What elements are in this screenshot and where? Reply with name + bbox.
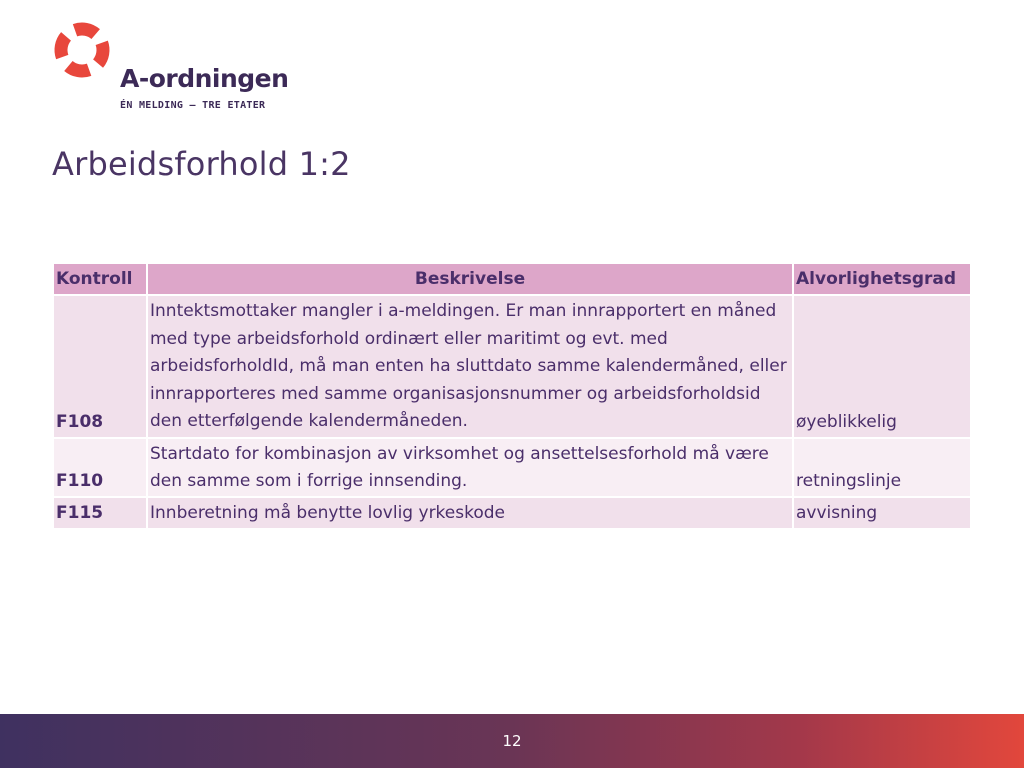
control-description: Startdato for kombinasjon av virksomhet og ansettelsesforhold må være den samme som i forrige innsending.	[147, 438, 793, 497]
control-severity: avvisning	[793, 497, 971, 529]
control-severity: retningslinje	[793, 438, 971, 497]
header-alvorlighetsgrad: Alvorlighetsgrad	[793, 263, 971, 295]
header-kontroll: Kontroll	[53, 263, 147, 295]
page-number: 12	[502, 732, 522, 750]
footer-bar	[0, 714, 1024, 768]
control-description: Inntektsmottaker mangler i a-meldingen. Er man innrapportert en måned med type arbeidsforhold ordinært eller maritimt og evt. med arbeidsforholdId, må man enten ha sluttdato samme kalendermåned, eller innrapporteres med samme organisasjonsnummer og arbeidsforholdsid den etterfølgende kalendermåneden.	[147, 295, 793, 438]
header-beskrivelse: Beskrivelse	[147, 263, 793, 295]
a-ordningen-logo-icon	[50, 18, 114, 82]
table-row	[53, 438, 971, 497]
control-code: F108	[53, 295, 147, 438]
control-description: Innberetning må benytte lovlig yrkeskode	[147, 497, 793, 529]
table-row	[53, 497, 971, 529]
table-header-row	[53, 263, 971, 295]
a-ordningen-logo	[50, 18, 290, 111]
page-title: Arbeidsforhold 1:2	[52, 145, 351, 183]
control-code: F110	[53, 438, 147, 497]
controls-table	[52, 262, 972, 530]
brand-name: A-ordningen	[120, 64, 289, 93]
control-code: F115	[53, 497, 147, 529]
brand-tagline: ÉN MELDING – TRE ETATER	[120, 100, 266, 111]
table-row	[53, 295, 971, 438]
control-severity: øyeblikkelig	[793, 295, 971, 438]
